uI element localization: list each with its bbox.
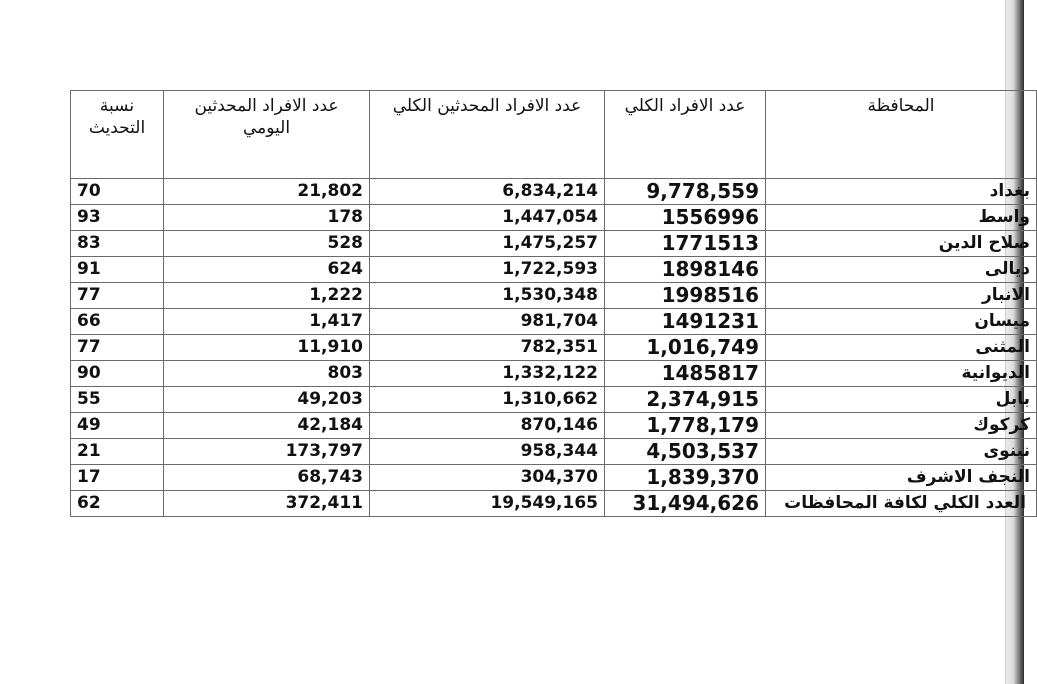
cell-daily-updated: 1,417: [164, 309, 370, 335]
cell-governorate: المثنى: [766, 335, 1037, 361]
cell-daily-updated: 49,203: [164, 387, 370, 413]
cell-governorate: النجف الاشرف: [766, 465, 1037, 491]
cell-governorate: الانبار: [766, 283, 1037, 309]
cell-total-individuals: 1,016,749: [605, 335, 766, 361]
cell-governorate: ميسان: [766, 309, 1037, 335]
cell-update-ratio: 49: [71, 413, 164, 439]
cell-total-updated: 1,332,122: [370, 361, 605, 387]
header-total-updated: عدد الافراد المحدثين الكلي: [370, 91, 605, 179]
table-row: [71, 205, 1037, 231]
cell-total-updated: 1,310,662: [370, 387, 605, 413]
cell-total-updated: 304,370: [370, 465, 605, 491]
cell-total-individuals: 1556996: [605, 205, 766, 231]
cell-total-updated: 981,704: [370, 309, 605, 335]
cell-total-individuals: 9,778,559: [605, 179, 766, 205]
cell-total-individuals: 1,839,370: [605, 465, 766, 491]
cell-update-ratio: 90: [71, 361, 164, 387]
cell-total-individuals: 4,503,537: [605, 439, 766, 465]
cell-total-updated: 19,549,165: [370, 491, 605, 517]
cell-total-updated: 1,530,348: [370, 283, 605, 309]
cell-daily-updated: 803: [164, 361, 370, 387]
cell-total-updated: 1,722,593: [370, 257, 605, 283]
header-daily-updated: عدد الافراد المحدثين اليومي: [164, 91, 370, 179]
cell-daily-updated: 1,222: [164, 283, 370, 309]
table-row: [71, 361, 1037, 387]
cell-update-ratio: 55: [71, 387, 164, 413]
table-total-row: [71, 491, 1037, 517]
table-row: [71, 387, 1037, 413]
table-row: [71, 179, 1037, 205]
cell-update-ratio: 77: [71, 283, 164, 309]
cell-governorate: بابل: [766, 387, 1037, 413]
cell-daily-updated: 68,743: [164, 465, 370, 491]
cell-total-individuals: 1998516: [605, 283, 766, 309]
header-governorate: المحافظة: [766, 91, 1037, 179]
table-row: [71, 335, 1037, 361]
header-update-ratio: نسبة التحديث: [71, 91, 164, 179]
cell-total-updated: 958,344: [370, 439, 605, 465]
cell-governorate: ديالى: [766, 257, 1037, 283]
table-row: [71, 257, 1037, 283]
cell-total-individuals: 2,374,915: [605, 387, 766, 413]
cell-daily-updated: 528: [164, 231, 370, 257]
cell-total-individuals: 1898146: [605, 257, 766, 283]
header-total-individuals: عدد الافراد الكلي: [605, 91, 766, 179]
cell-governorate: نينوى: [766, 439, 1037, 465]
cell-governorate: كركوك: [766, 413, 1037, 439]
cell-total-individuals: 1491231: [605, 309, 766, 335]
cell-total-individuals: 1771513: [605, 231, 766, 257]
governorate-update-table: [70, 90, 1037, 517]
cell-daily-updated: 372,411: [164, 491, 370, 517]
cell-total-updated: 870,146: [370, 413, 605, 439]
cell-update-ratio: 21: [71, 439, 164, 465]
cell-daily-updated: 624: [164, 257, 370, 283]
table-row: [71, 439, 1037, 465]
table-row: [71, 465, 1037, 491]
cell-update-ratio: 91: [71, 257, 164, 283]
cell-update-ratio: 77: [71, 335, 164, 361]
cell-governorate: الديوانية: [766, 361, 1037, 387]
cell-update-ratio: 62: [71, 491, 164, 517]
table-row: [71, 283, 1037, 309]
cell-total-individuals: 31,494,626: [605, 491, 766, 517]
cell-update-ratio: 83: [71, 231, 164, 257]
cell-total-updated: 782,351: [370, 335, 605, 361]
cell-governorate: واسط: [766, 205, 1037, 231]
cell-total-updated: 6,834,214: [370, 179, 605, 205]
table-row: [71, 231, 1037, 257]
table-row: [71, 413, 1037, 439]
cell-total-updated: 1,447,054: [370, 205, 605, 231]
table-header-row: [71, 91, 1037, 179]
cell-governorate: صلاح الدين: [766, 231, 1037, 257]
cell-daily-updated: 42,184: [164, 413, 370, 439]
cell-update-ratio: 66: [71, 309, 164, 335]
cell-governorate: العدد الكلي لكافة المحافظات: [766, 491, 1037, 517]
cell-daily-updated: 178: [164, 205, 370, 231]
cell-daily-updated: 11,910: [164, 335, 370, 361]
cell-update-ratio: 17: [71, 465, 164, 491]
cell-update-ratio: 93: [71, 205, 164, 231]
cell-update-ratio: 70: [71, 179, 164, 205]
cell-daily-updated: 21,802: [164, 179, 370, 205]
cell-governorate: بغداد: [766, 179, 1037, 205]
cell-total-individuals: 1,778,179: [605, 413, 766, 439]
cell-daily-updated: 173,797: [164, 439, 370, 465]
cell-total-individuals: 1485817: [605, 361, 766, 387]
table-row: [71, 309, 1037, 335]
cell-total-updated: 1,475,257: [370, 231, 605, 257]
